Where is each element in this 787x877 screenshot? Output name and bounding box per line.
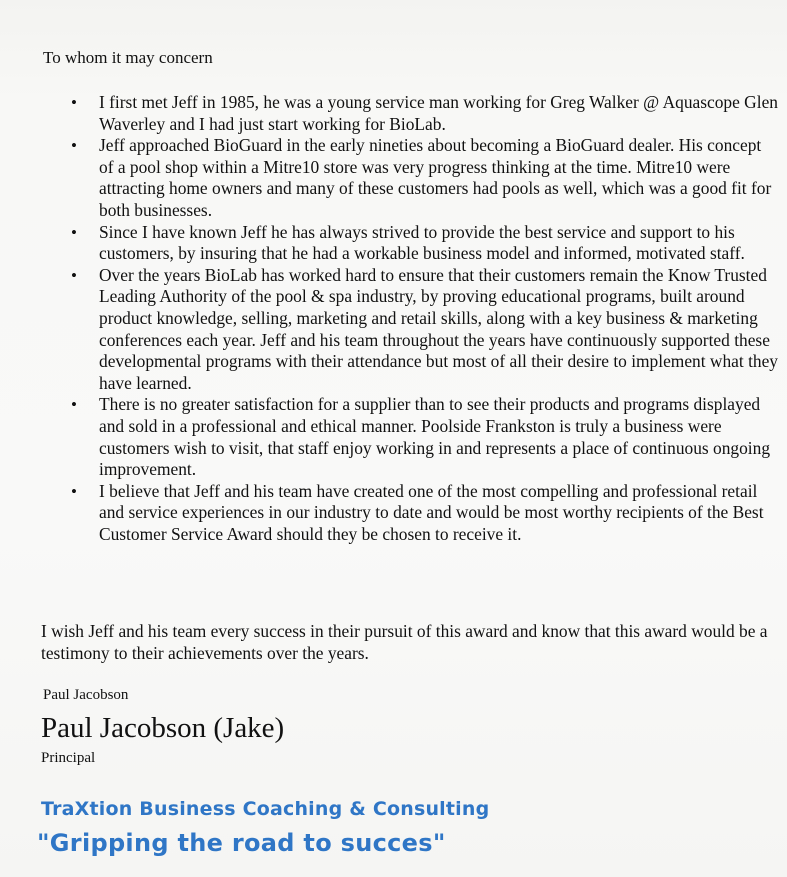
bullet-icon: • [71, 481, 77, 501]
bullet-icon: • [71, 136, 77, 156]
bullet-icon: • [71, 222, 77, 242]
signature-name: Paul Jacobson (Jake) [41, 712, 285, 744]
signature-typed: Paul Jacobson [43, 687, 129, 703]
bullet-text: There is no greater satisfaction for a supplier than to see their products and programs displayed and sold in a professional and ethical manner. Poolside Frankston is truly a business were customers wish to visit, that staff enjoy working in and represents a place of continuous ongoing improvement. [99, 394, 771, 480]
list-item [62, 135, 780, 221]
closing-paragraph: I wish Jeff and his team every success in their pursuit of this award and know that this award would be a testimony to their achievements over the years. [41, 621, 768, 663]
bullet-icon: • [71, 265, 77, 285]
salutation: To whom it may concern [43, 48, 213, 67]
bullet-list [62, 92, 780, 545]
bullet-text: I first met Jeff in 1985, he was a young service man working for Greg Walker @ Aquascope Glen Waverley and I had just start working for BioLab. [99, 92, 778, 134]
bullet-text: Over the years BioLab has worked hard to ensure that their customers remain the Know Trusted Leading Authority of the pool & spa industry, by proving educational programs, built around product knowledge, selling, marketing and retail skills, along with a key business & marketing conferences each year. Jeff and his team throughout the years have continuously supported these developmental programs with their attendance but most of all their desire to implement what they have learned. [99, 264, 779, 393]
bullet-icon: • [71, 93, 77, 112]
signature-title: Principal [41, 750, 96, 766]
list-item [62, 481, 780, 546]
bullet-text: I believe that Jeff and his team have created one of the most compelling and professional retail and service experiences in our industry to date and would be most worthy recipients of the Best Customer Service Award should they be chosen to receive it. [99, 480, 764, 544]
list-item [62, 394, 780, 480]
bullet-icon: • [71, 395, 77, 415]
list-item [62, 222, 780, 265]
bullet-text: Jeff approached BioGuard in the early nineties about becoming a BioGuard dealer. His concept of a pool shop within a Mitre10 store was very progress thinking at the time. Mitre10 were attracting home owners and many of these customers had pools as well, which was a good fit for both businesses. [99, 135, 772, 220]
company-name: TraXtion Business Coaching & Consulting [41, 798, 490, 820]
list-item [62, 92, 780, 135]
list-item [62, 265, 780, 395]
bullet-text: Since I have known Jeff he has always strived to provide the best service and support to his customers, by insuring that he had a workable business model and informed, motivated staff. [99, 221, 745, 264]
company-tagline: "Gripping the road to succes" [37, 829, 446, 857]
